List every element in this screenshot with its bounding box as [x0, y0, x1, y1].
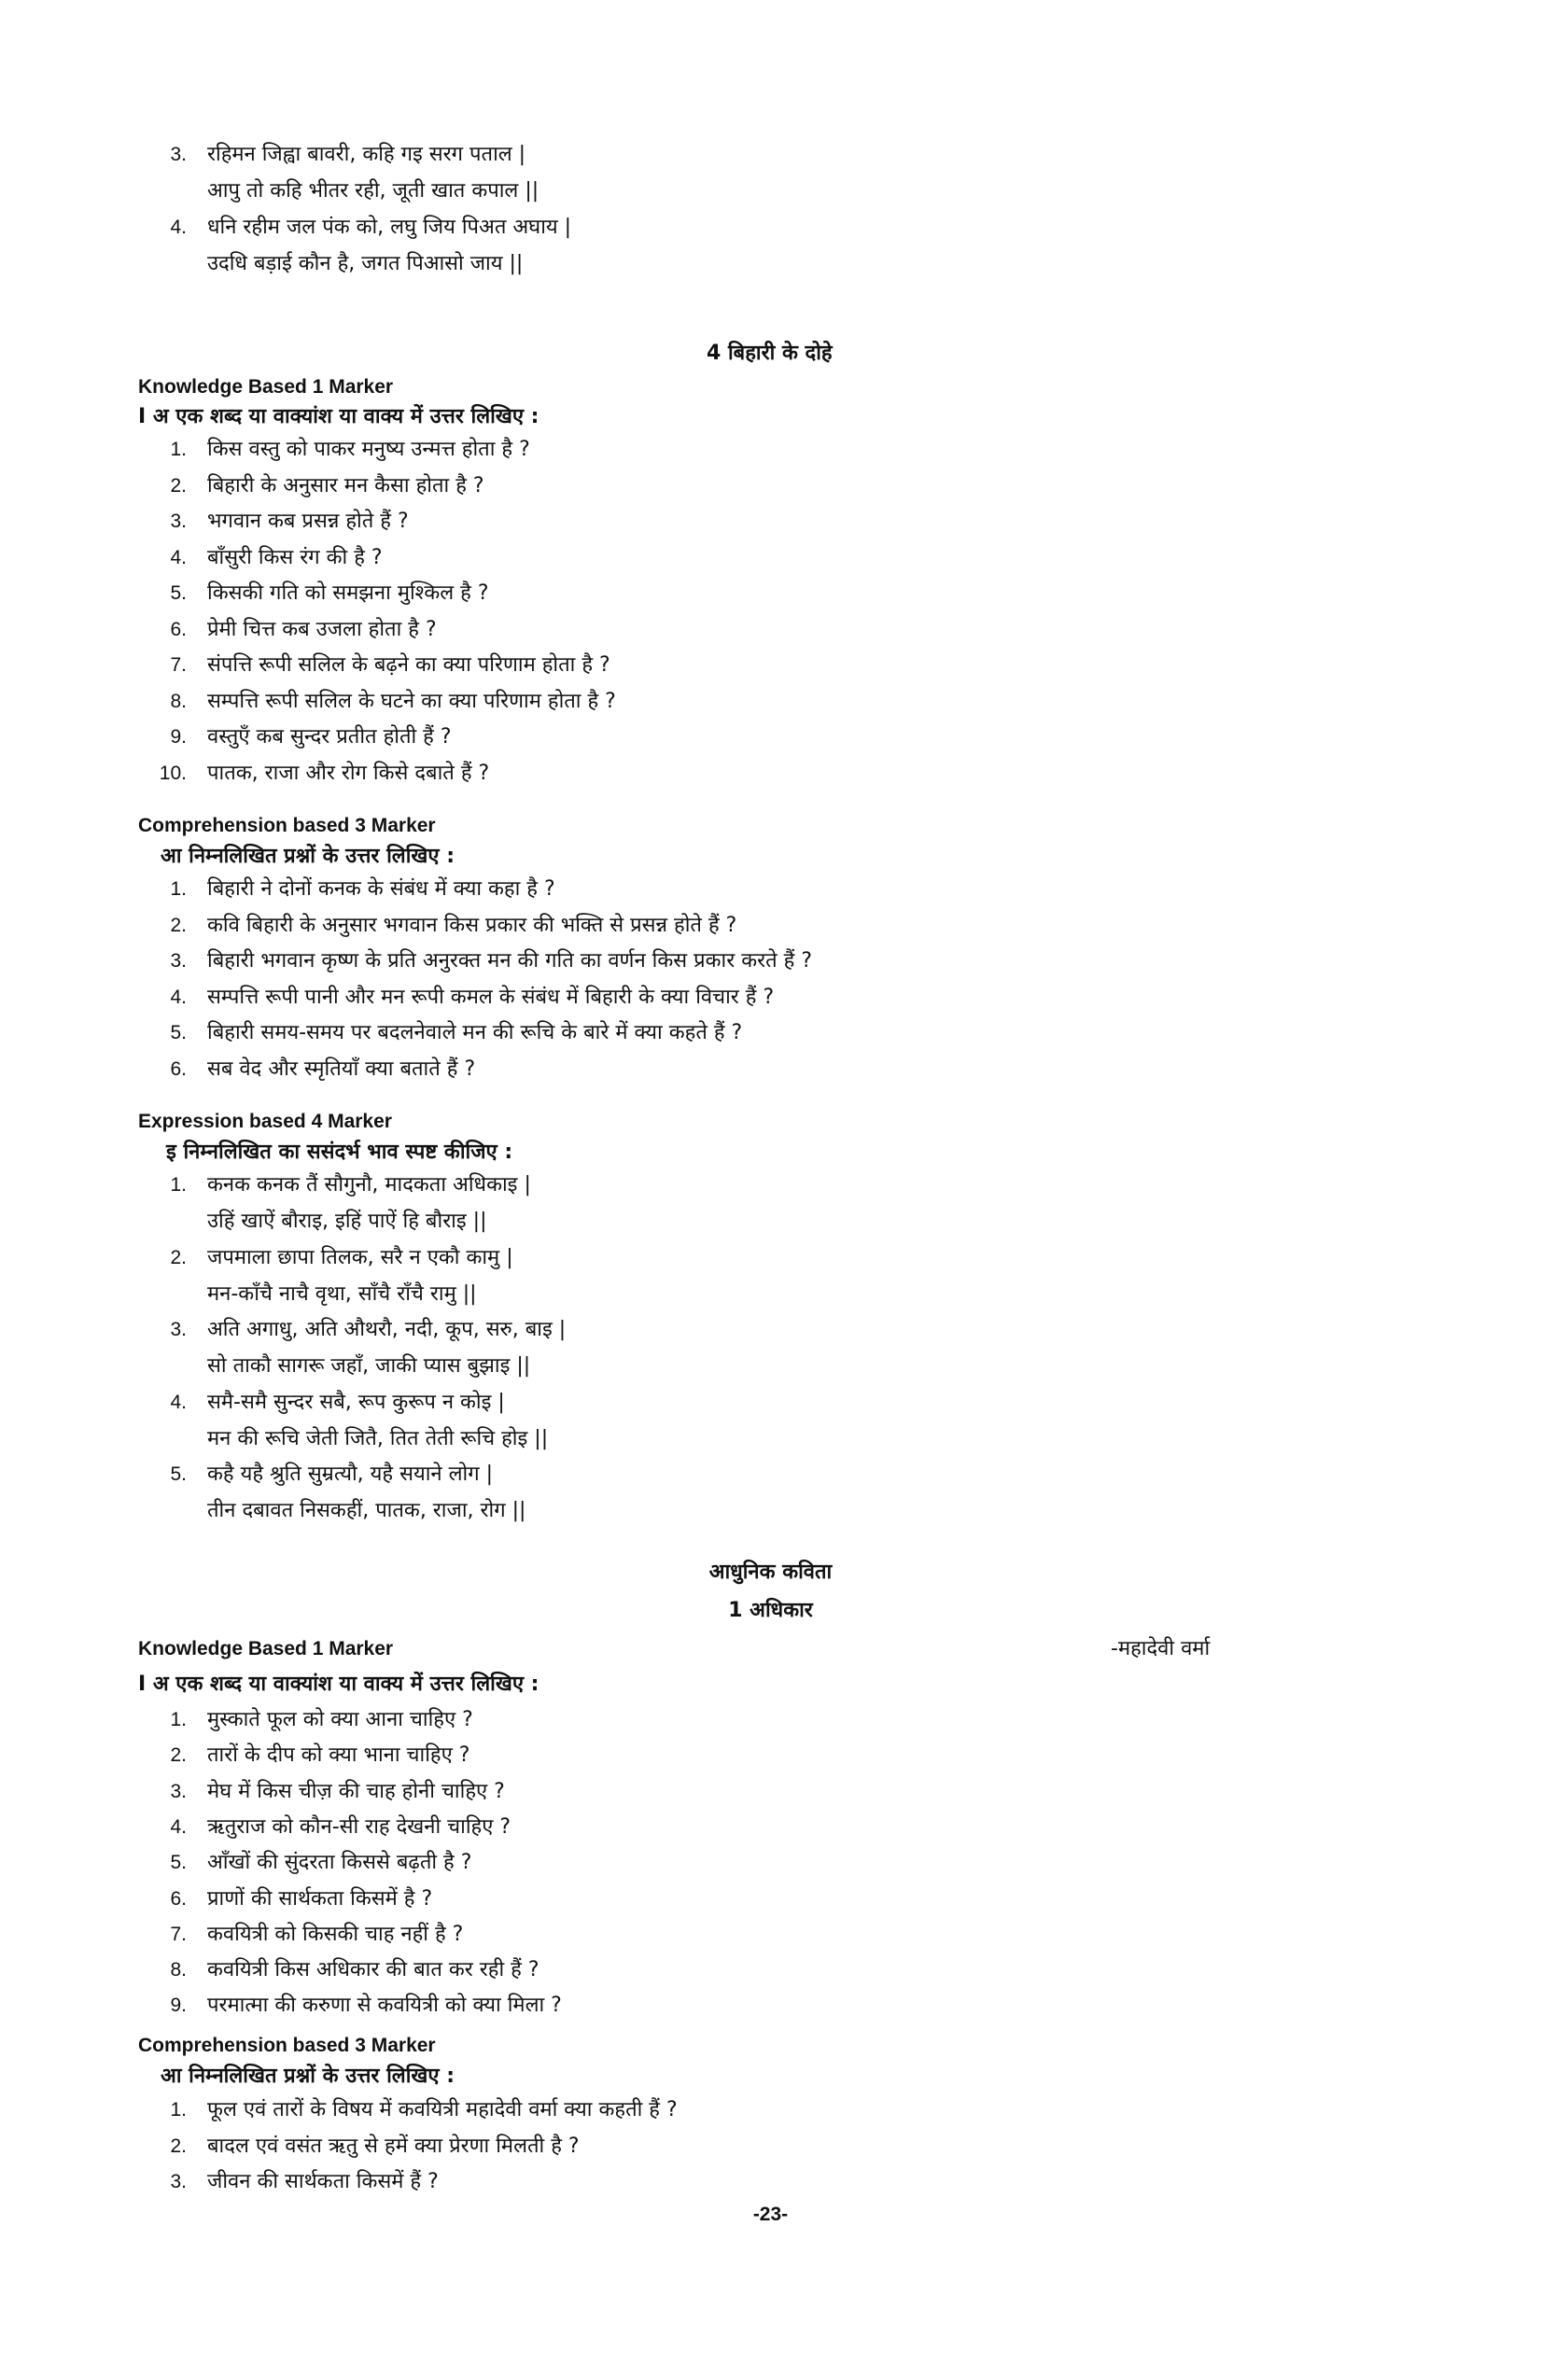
section-title: आधुनिक कविता	[708, 1561, 833, 1584]
question-text: बादल एवं वसंत ऋतु से हमें क्या प्रेरणा मिलती है ?	[207, 2134, 580, 2158]
question-text: भगवान कब प्रसन्न होते हैं ?	[207, 510, 409, 533]
question-text: बिहारी समय-समय पर बदलनेवाले मन की रूचि के बारे में क्या कहते हैं ?	[207, 1021, 743, 1044]
question-number: 5.	[170, 1852, 187, 1874]
question-number: 3.	[170, 2171, 187, 2192]
question-text: संपत्ति रूपी सलिल के बढ़ने का क्या परिणाम होता है ?	[207, 653, 610, 677]
question-number: 2.	[170, 474, 187, 497]
question-number: 5.	[170, 1022, 187, 1043]
question-number: 3.	[170, 511, 187, 532]
instruction-text: I अ एक शब्द या वाक्यांश या वाक्य में उत्तर लिखिए :	[138, 1673, 539, 1696]
question-text: कवयित्री को किसकी चाह नहीं है ?	[207, 1922, 464, 1946]
question-text: ऋतुराज को कौन-सी राह देखनी चाहिए ?	[207, 1814, 511, 1839]
question-text: सब वेद और स्मृतियाँ क्या बताते हैं ?	[207, 1057, 476, 1081]
question-text: किसकी गति को समझना मुश्किल है ?	[207, 581, 489, 605]
instruction-text: I अ एक शब्द या वाक्यांश या वाक्य में उत्तर लिखिए :	[138, 405, 539, 428]
question-text: सम्पत्ति रूपी सलिल के घटने का क्या परिणाम होता है ?	[207, 689, 616, 713]
couplet-line: अति अगाधु, अति औथरौ, नदी, कूप, सरु, बाइ |	[207, 1318, 567, 1341]
couplet-line: रहिमन जिह्वा बावरी, कहि गइ सरग पताल |	[207, 143, 526, 166]
couplet-line: कनक कनक तैं सौगुनौ, मादकता अधिकाइ |	[207, 1173, 531, 1197]
section-heading: Knowledge Based 1 Marker	[138, 1638, 394, 1659]
question-text: फूल एवं तारों के विषय में कवयित्री महादेवी वर्मा क्या कहती हैं ?	[207, 2098, 678, 2121]
question-text: मेघ में किस चीज़ की चाह होनी चाहिए ?	[207, 1779, 505, 1803]
instruction-text: आ निम्नलिखित प्रश्नों के उत्तर लिखिए :	[161, 845, 455, 868]
section-heading: Knowledge Based 1 Marker	[138, 376, 394, 398]
question-text: प्रेमी चित्त कब उजला होता है ?	[207, 617, 437, 641]
question-text: कवयित्री किस अधिकार की बात कर रही हैं ?	[207, 1958, 539, 1982]
question-number: 8.	[170, 690, 187, 712]
couplet-line: आपु तो कहि भीतर रही, जूती खात कपाल ||	[207, 179, 539, 203]
question-number: 4.	[170, 1815, 187, 1838]
question-number: 2.	[170, 1744, 187, 1767]
couplet-line: जपमाला छापा तिलक, सरै न एकौ कामु |	[207, 1245, 513, 1269]
couplet-line: कहै यहै श्रुति सुम्रत्यौ, यहै सयाने लोग |	[207, 1463, 494, 1486]
chapter-title: 1 अधिकार	[728, 1599, 813, 1622]
question-text: पातक, राजा और रोग किसे दबाते हैं ?	[207, 761, 490, 785]
question-number: 6.	[170, 1887, 187, 1910]
couplet-number: 2.	[170, 1246, 187, 1268]
question-text: वस्तुएँ कब सुन्दर प्रतीत होती हैं ?	[207, 725, 452, 749]
question-number: 9.	[170, 1995, 187, 2017]
couplet-number: 1.	[170, 1174, 187, 1196]
question-text: बिहारी भगवान कृष्ण के प्रति अनुरक्त मन की गति का वर्णन किस प्रकार करते हैं ?	[207, 949, 813, 973]
question-number: 4.	[170, 546, 187, 568]
chapter-title: 4 बिहारी के दोहे	[707, 342, 833, 365]
question-text: तारों के दीप को क्या भाना चाहिए ?	[207, 1743, 470, 1768]
question-number: 1.	[170, 878, 187, 900]
question-number: 10.	[159, 762, 187, 784]
couplet-number: 5.	[170, 1463, 187, 1485]
section-heading: Comprehension based 3 Marker	[138, 2035, 436, 2056]
question-number: 9.	[170, 726, 187, 748]
question-text: प्राणों की सार्थकता किसमें है ?	[207, 1886, 433, 1911]
question-number: 7.	[170, 654, 187, 676]
question-text: किस वस्तु को पाकर मनुष्य उन्मत्त होता है ?	[207, 438, 530, 461]
question-number: 2.	[170, 2135, 187, 2157]
question-number: 2.	[170, 914, 187, 936]
question-text: कवि बिहारी के अनुसार भगवान किस प्रकार की भक्ति से प्रसन्न होते हैं ?	[207, 913, 737, 937]
author-name: -महादेवी वर्मा	[1111, 1637, 1211, 1660]
question-number: 7.	[170, 1923, 187, 1945]
question-text: बिहारी के अनुसार मन कैसा होता है ?	[207, 473, 484, 497]
couplet-number: 4.	[170, 217, 187, 238]
question-number: 4.	[170, 986, 187, 1008]
couplet-line: समै-समै सुन्दर सबै, रूप कुरूप न कोइ |	[207, 1390, 505, 1414]
question-text: सम्पत्ति रूपी पानी और मन रूपी कमल के संबंध में बिहारी के क्या विचार हैं ?	[207, 985, 775, 1009]
question-number: 3.	[170, 1780, 187, 1802]
couplet-line: तीन दबावत निसकहीं, पातक, राजा, रोग ||	[207, 1499, 526, 1522]
question-number: 6.	[170, 1057, 187, 1080]
couplet-number: 3.	[170, 1319, 187, 1340]
question-text: परमात्मा की करुणा से कवयित्री को क्या मिला ?	[207, 1994, 562, 2018]
instruction-text: इ निम्नलिखित का ससंदर्भ भाव स्पष्ट कीजिए :	[166, 1141, 513, 1164]
question-number: 1.	[170, 1709, 187, 1730]
couplet-number: 3.	[170, 144, 187, 165]
question-text: बाँसुरी किस रंग की है ?	[207, 545, 383, 569]
couplet-line: धनि रहीम जल पंक को, लघु जिय पिअत अघाय |	[207, 216, 572, 239]
section-heading: Expression based 4 Marker	[138, 1111, 392, 1132]
couplet-line: मन की रूचि जेती जितै, तित तेती रूचि होइ ||	[207, 1426, 549, 1450]
couplet-line: सो ताकौ सागरू जहाँ, जाकी प्यास बुझाइ ||	[207, 1354, 531, 1378]
question-number: 5.	[170, 582, 187, 604]
couplet-number: 4.	[170, 1391, 187, 1413]
question-text: बिहारी ने दोनों कनक के संबंध में क्या कहा है ?	[207, 877, 555, 901]
instruction-text: आ निम्नलिखित प्रश्नों के उत्तर लिखिए :	[161, 2065, 455, 2088]
question-number: 1.	[170, 439, 187, 460]
question-text: आँखों की सुंदरता किससे बढ़ती है ?	[207, 1851, 472, 1875]
question-text: जीवन की सार्थकता किसमें हैं ?	[207, 2170, 439, 2193]
section-heading: Comprehension based 3 Marker	[138, 815, 436, 836]
question-number: 8.	[170, 1959, 187, 1981]
couplet-line: उहिं खाऐं बौराइ, इहिं पाऐं हि बौराइ ||	[207, 1210, 487, 1233]
question-number: 1.	[170, 2099, 187, 2121]
page-number: -23-	[752, 2204, 789, 2225]
couplet-line: मन-काँचै नाचै वृथा, साँचै राँचै रामु ||	[207, 1281, 477, 1306]
couplet-line: उदधि बड़ाई कौन है, जगत पिआसो जाय ||	[207, 252, 524, 275]
question-number: 3.	[170, 950, 187, 972]
question-text: मुस्काते फूल को क्या आना चाहिए ?	[207, 1708, 473, 1731]
question-number: 6.	[170, 618, 187, 640]
